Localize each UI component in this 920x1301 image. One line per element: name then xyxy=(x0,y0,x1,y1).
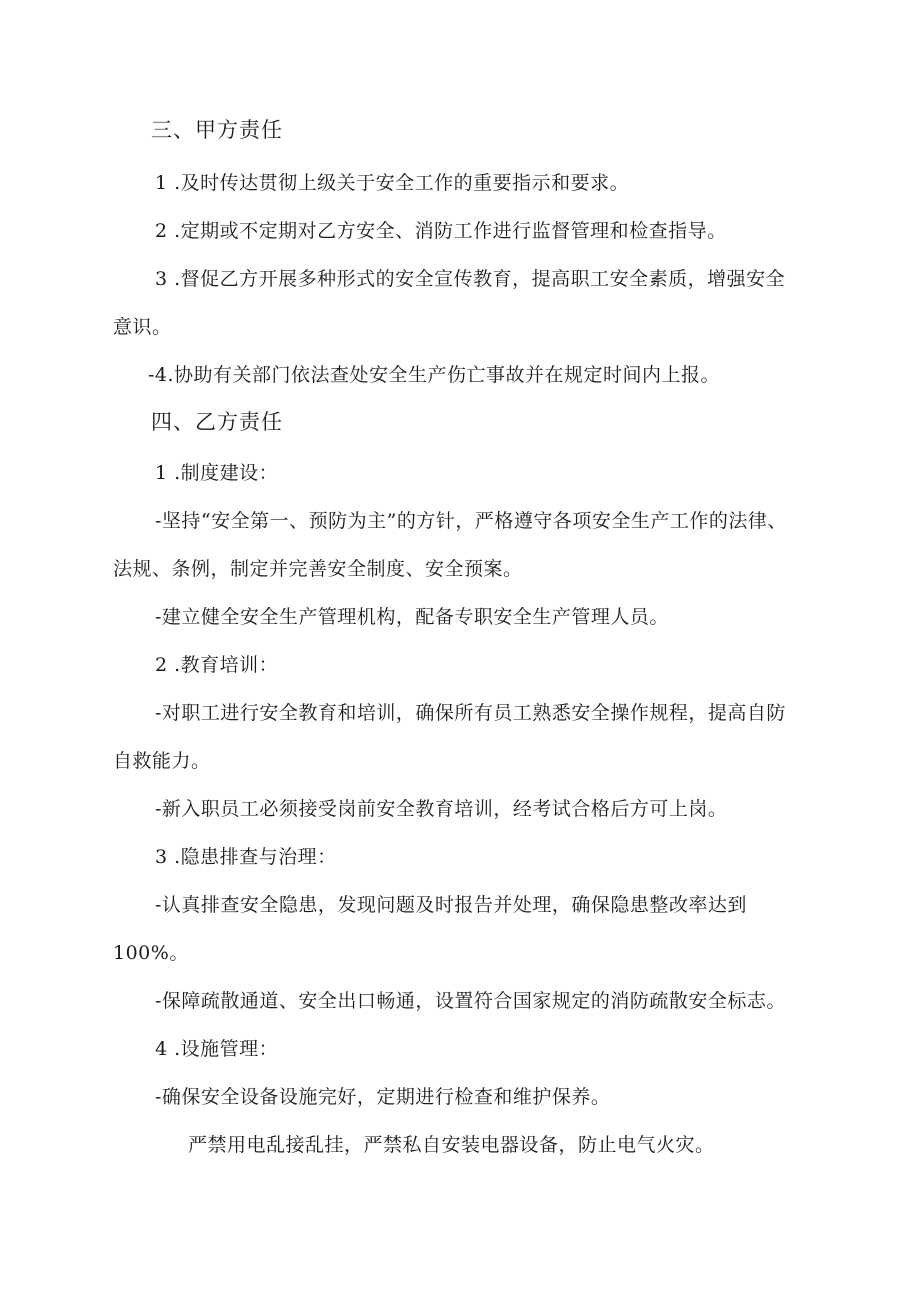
section-4-subheading-2: 2 .教育培训： xyxy=(155,654,279,676)
section-4-paragraph: -新入职员工必须接受岗前安全教育培训，经考试合格后方可上岗。 xyxy=(155,798,728,820)
section-4-paragraph: -坚持“安全第一、预防为主”的方针，严格遵守各项安全生产工作的法律、 xyxy=(155,510,787,532)
section-4-subheading-4: 4 .设施管理： xyxy=(155,1038,279,1060)
section-4-paragraph-continuation: 100%。 xyxy=(113,942,189,964)
section-3-item-4: -4.协助有关部门依法查处安全生产伤亡事故并在规定时间内上报。 xyxy=(148,364,721,386)
section-3-heading: 三、甲方责任 xyxy=(151,118,283,142)
section-4-paragraph: 严禁用电乱接乱挂，严禁私自安装电器设备，防止电气火灾。 xyxy=(188,1134,715,1156)
section-3-item-1: 1 .及时传达贯彻上级关于安全工作的重要指示和要求。 xyxy=(155,172,630,194)
section-4-paragraph-continuation: 法规、条例，制定并完善安全制度、安全预案。 xyxy=(113,558,523,580)
section-4-heading: 四、乙方责任 xyxy=(151,410,283,434)
section-4-paragraph-continuation: 自救能力。 xyxy=(113,750,211,772)
section-4-paragraph: -对职工进行安全教育和培训，确保所有员工熟悉安全操作规程，提高自防 xyxy=(155,702,786,724)
section-4-paragraph: -建立健全安全生产管理机构，配备专职安全生产管理人员。 xyxy=(155,606,669,628)
section-3-item-3: 3 .督促乙方开展多种形式的安全宣传教育，提高职工安全素质，增强安全 xyxy=(155,268,786,290)
section-4-subheading-3: 3 .隐患排查与治理： xyxy=(155,846,337,868)
section-3-item-2: 2 .定期或不定期对乙方安全、消防工作进行监督管理和检查指导。 xyxy=(155,220,727,242)
section-4-paragraph: -确保安全设备设施完好，定期进行检查和维护保养。 xyxy=(155,1086,611,1108)
section-4-subheading-1: 1 .制度建设： xyxy=(155,462,279,484)
section-3-item-3-continuation: 意识。 xyxy=(113,316,172,338)
section-4-paragraph: -保障疏散通道、安全出口畅通，设置符合国家规定的消防疏散安全标志。 xyxy=(155,990,786,1012)
section-4-paragraph: -认真排查安全隐患，发现问题及时报告并处理，确保隐患整改率达到 xyxy=(155,894,747,916)
